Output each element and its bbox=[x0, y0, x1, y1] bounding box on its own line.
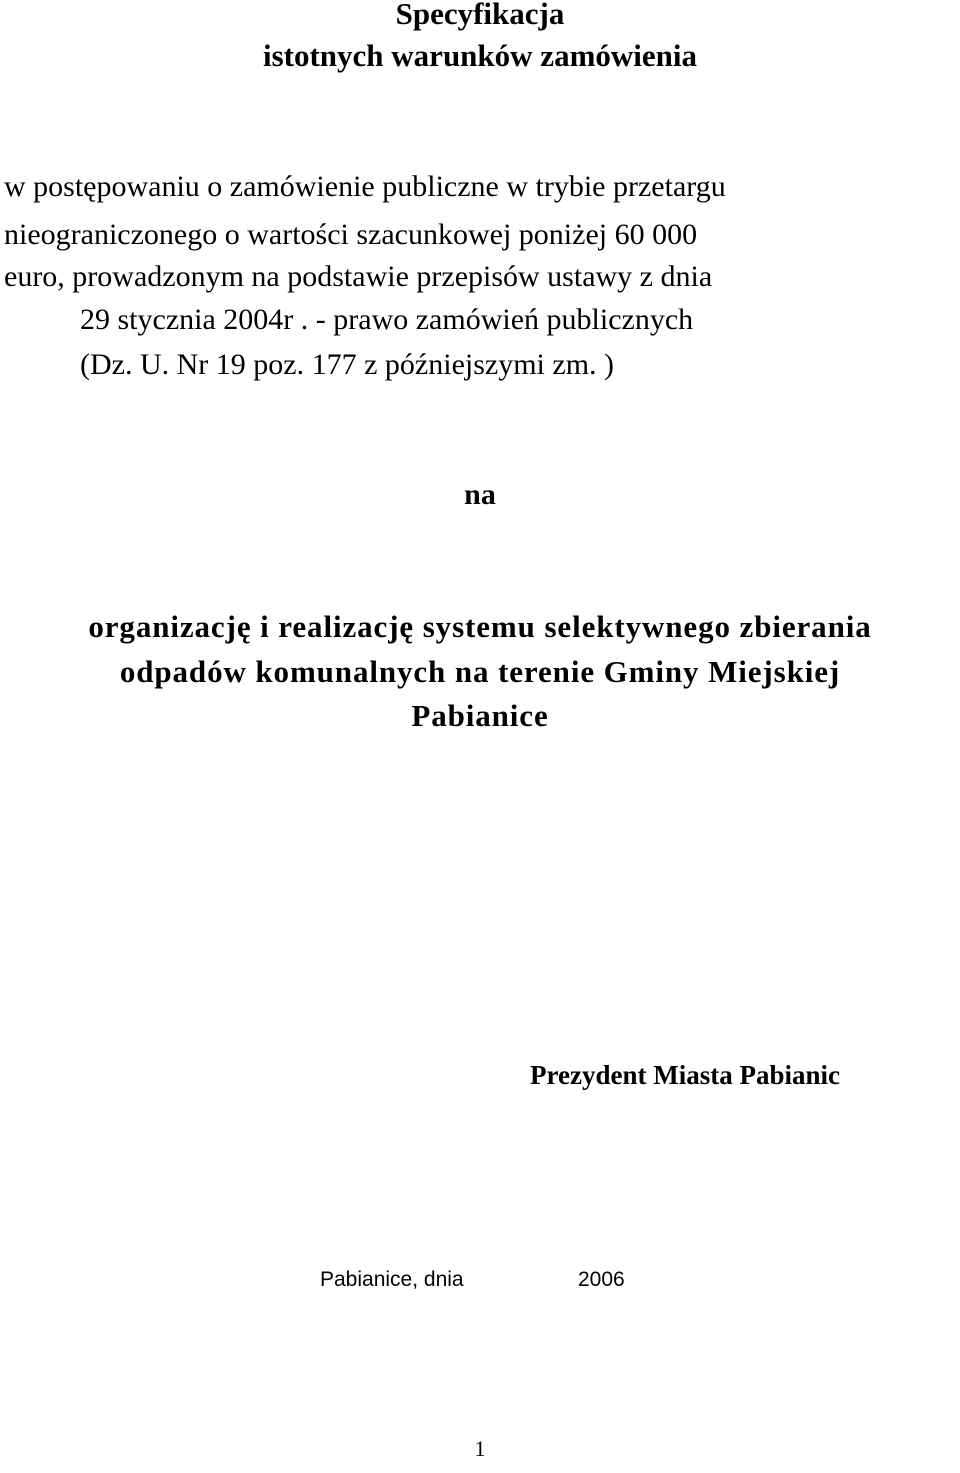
title-line-1: Specyfikacja bbox=[395, 0, 565, 31]
signature-line: Prezydent Miasta Pabianic bbox=[530, 1060, 840, 1090]
intro-line-2: nieograniczonego o wartości szacunkowej poniżej 60 000 bbox=[4, 218, 698, 251]
subject-line-3: Pabianice bbox=[411, 698, 549, 733]
place-label: Pabianice, dnia bbox=[320, 1268, 464, 1291]
intro-line-1: w postępowaniu o zamówienie publiczne w trybie przetargu bbox=[4, 170, 726, 203]
date-year: 2006 bbox=[578, 1268, 625, 1291]
title-line-2: istotnych warunków zamówienia bbox=[262, 38, 697, 73]
subject-line-2: odpadów komunalnych na terenie Gminy Miejskiej bbox=[119, 654, 841, 689]
subject-line-1: organizację i realizację systemu selektywnego zbierania bbox=[88, 609, 872, 644]
page-number: 1 bbox=[474, 1436, 486, 1461]
connector-word: na bbox=[464, 478, 496, 511]
intro-line-3: euro, prowadzonym na podstawie przepisów ustawy z dnia bbox=[4, 260, 713, 293]
intro-line-5: (Dz. U. Nr 19 poz. 177 z późniejszymi zm. ) bbox=[80, 348, 615, 381]
intro-line-4: 29 stycznia 2004r . - prawo zamówień publicznych bbox=[80, 303, 694, 336]
